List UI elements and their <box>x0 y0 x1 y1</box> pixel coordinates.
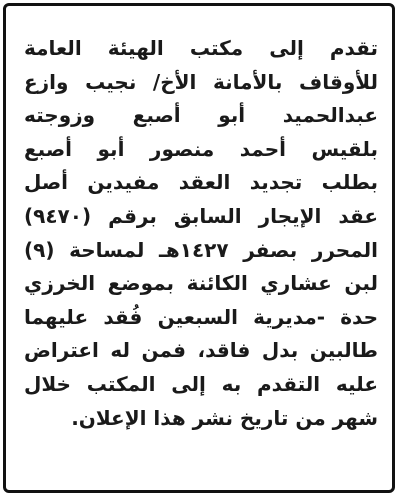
notice-line: عقد الإيجار السابق برقم (٩٤٧٠) <box>24 203 378 228</box>
notice-line: عليه التقدم به إلى المكتب خلال <box>24 371 378 396</box>
notice-line: بلقيس أحمد منصور أبو أصبع <box>24 136 378 161</box>
notice-line: المحرر بصفر ١٤٢٧هـ لمساحة (٩) <box>24 237 378 262</box>
notice-body <box>24 32 378 435</box>
notice-line: تقدم إلى مكتب الهيئة العامة <box>24 36 378 60</box>
notice-line: لبن عشاري الكائنة بموضع الخرزي <box>24 271 378 296</box>
notice-line: عبدالحميد أبو أصبع وزوجته <box>24 103 378 128</box>
notice-line: طالبين بدل فاقد، فمن له اعتراض <box>24 338 378 363</box>
notice-line: حدة -مديرية السبعين فُقد عليهما <box>24 304 378 329</box>
notice-line: للأوقاف بالأمانة الأخ/ نجيب وازع <box>24 69 378 94</box>
notice-line: بطلب تجديد العقد مفيدين أصل <box>24 170 378 195</box>
notice-frame <box>3 3 395 493</box>
notice-line-last: شهر من تاريخ نشر هذا الإعلان. <box>71 405 378 430</box>
